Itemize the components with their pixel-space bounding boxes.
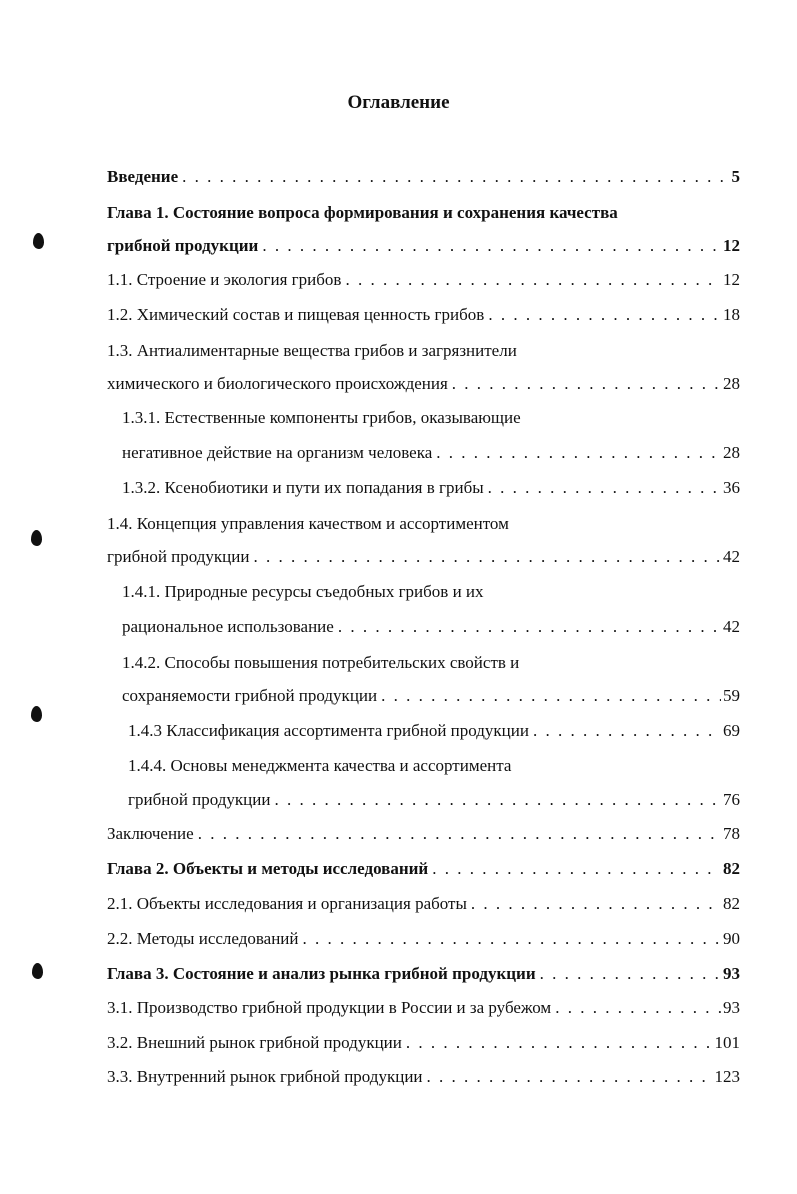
toc-page-number: 78 [723,824,740,843]
toc-entry [107,1064,740,1090]
toc-entry-title: 1.2. Химический состав и пищевая ценность грибов [107,305,485,324]
toc-entry [128,787,740,813]
toc-dot-leader [198,821,721,847]
toc-entry [107,338,517,364]
toc-page-number: 76 [723,790,740,809]
toc-entry [107,164,740,190]
toc-page-number: 5 [731,167,740,186]
toc-page-number: 123 [714,1067,740,1086]
toc-page-number: 93 [723,964,740,983]
toc-dot-leader [533,718,721,744]
toc-entry [107,821,740,847]
toc-entry-title: 1.3. Антиалиментарные вещества грибов и загрязнители [107,341,517,360]
toc-entry-title: грибной продукции [107,547,250,566]
scan-blot [33,233,44,249]
page-title: Оглавление [347,92,450,113]
toc-entry [122,579,484,605]
toc-dot-leader [471,891,721,917]
scan-blot [31,530,42,546]
toc-page-number: 90 [723,929,740,948]
toc-dot-leader [406,1030,713,1056]
toc-entry [107,961,740,987]
toc-dot-leader [488,302,721,328]
toc-entry [122,683,740,709]
toc-entry [107,200,618,226]
toc-entry [107,267,740,293]
toc-entry-title: 1.4.1. Природные ресурсы съедобных грибов и их [122,582,484,601]
scan-blot [32,963,43,979]
toc-entry-title: грибной продукции [128,790,271,809]
toc-page-number: 12 [723,270,740,289]
toc-entry [128,718,740,744]
toc-page-number: 18 [723,305,740,324]
toc-entry-title: Глава 1. Состояние вопроса формирования и сохранения качества [107,203,618,222]
toc-entry [128,753,511,779]
toc-entry [107,1030,740,1056]
toc-dot-leader [182,164,729,190]
toc-page-number: 42 [723,617,740,636]
toc-entry-title: Заключение [107,824,194,843]
toc-dot-leader [436,440,721,466]
toc-entry [107,544,740,570]
toc-dot-leader [488,475,721,501]
toc-page-number: 12 [723,236,740,255]
toc-entry-title: 1.1. Строение и экология грибов [107,270,342,289]
toc-entry-title: 2.2. Методы исследований [107,929,299,948]
toc-page-number: 101 [714,1033,740,1052]
toc-entry [107,856,740,882]
toc-entry-title: негативное действие на организм человека [122,443,433,462]
toc-dot-leader [274,787,721,813]
toc-page-number: 69 [723,721,740,740]
toc-dot-leader [555,995,721,1021]
toc-dot-leader [540,961,721,987]
toc-entry [107,233,740,259]
toc-page-number: 28 [723,443,740,462]
toc-dot-leader [303,926,721,952]
toc-entry-title: Введение [107,167,179,186]
toc-entry [122,405,521,431]
toc-entry-title: сохраняемости грибной продукции [122,686,378,705]
toc-entry-title: 1.4.3 Классификация ассортимента грибной продукции [128,721,529,740]
toc-entry-title: Глава 2. Объекты и методы исследований [107,859,429,878]
toc-entry-title: 1.3.1. Естественные компоненты грибов, оказывающие [122,408,521,427]
toc-entry-title: Глава 3. Состояние и анализ рынка грибной продукции [107,964,536,983]
toc-page-number: 93 [723,998,740,1017]
toc-entry-title: 1.4.4. Основы менеджмента качества и ассортимента [128,756,512,775]
toc-entry-title: грибной продукции [107,236,259,255]
toc-entry-title: 1.4.2. Способы повышения потребительских свойств и [122,653,520,672]
toc-entry-title: 2.1. Объекты исследования и организация работы [107,894,467,913]
toc-entry [122,614,740,640]
toc-entry [122,650,519,676]
toc-entry [107,891,740,917]
toc-dot-leader [262,233,721,259]
toc-dot-leader [452,371,721,397]
toc-entry [107,995,740,1021]
toc-entry-title: химического и биологического происхождения [107,374,448,393]
toc-dot-leader [381,683,721,709]
toc-page-number: 36 [723,478,740,497]
toc-entry [122,475,740,501]
toc-page-number: 82 [723,859,740,878]
toc-dot-leader [432,856,721,882]
toc-dot-leader [427,1064,713,1090]
toc-page-number: 42 [723,547,740,566]
toc-entry [107,371,740,397]
scan-blot [31,706,42,722]
toc-entry-title: 1.3.2. Ксенобиотики и пути их попадания в грибы [122,478,484,497]
toc-entry-title: 1.4. Концепция управления качеством и ассортиментом [107,514,509,533]
toc-entry-title: 3.2. Внешний рынок грибной продукции [107,1033,402,1052]
toc-entry [122,440,740,466]
toc-page-number: 28 [723,374,740,393]
toc-entry-title: 3.3. Внутренний рынок грибной продукции [107,1067,423,1086]
toc-entry [107,926,740,952]
toc-entry [107,302,740,328]
toc-page-number: 59 [723,686,740,705]
toc-dot-leader [345,267,721,293]
toc-entry-title: рациональное использование [122,617,334,636]
toc-dot-leader [253,544,721,570]
toc-dot-leader [338,614,721,640]
toc-entry [107,511,509,537]
toc-page-number: 82 [723,894,740,913]
toc-entry-title: 3.1. Производство грибной продукции в России и за рубежом [107,998,552,1017]
